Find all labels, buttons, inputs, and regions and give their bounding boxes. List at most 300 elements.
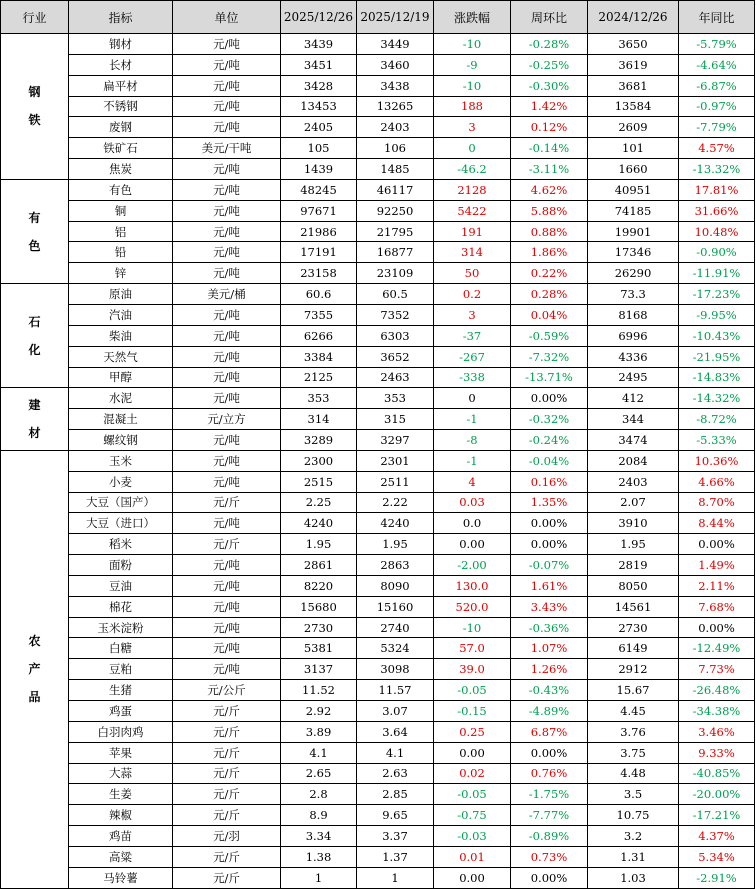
prior-week-value-cell: 3.37	[357, 826, 434, 847]
prior-year-value-cell: 1.31	[588, 846, 679, 867]
week-over-week-cell: 0.00%	[511, 867, 588, 888]
year-over-year-cell: -21.95%	[679, 346, 755, 367]
prior-week-value-cell: 4240	[357, 513, 434, 534]
indicator-cell: 豆粕	[69, 659, 173, 680]
table-row	[1, 826, 755, 847]
prior-week-value-cell: 3.07	[357, 701, 434, 722]
change-cell: 0	[434, 388, 511, 409]
change-cell: 191	[434, 221, 511, 242]
table-row	[1, 242, 755, 263]
unit-cell: 元/吨	[173, 54, 281, 75]
industry-cell: 农 产 品	[1, 450, 69, 888]
prior-year-value-cell: 19901	[588, 221, 679, 242]
indicator-cell: 铁矿石	[69, 138, 173, 159]
table-row	[1, 638, 755, 659]
change-cell: -8	[434, 430, 511, 451]
indicator-cell: 玉米	[69, 450, 173, 471]
indicator-cell: 小麦	[69, 471, 173, 492]
prior-week-value-cell: 2.22	[357, 492, 434, 513]
current-value-cell: 3289	[281, 430, 357, 451]
prior-week-value-cell: 2740	[357, 617, 434, 638]
week-over-week-cell: -4.89%	[511, 701, 588, 722]
table-row	[1, 304, 755, 325]
week-over-week-cell: -7.32%	[511, 346, 588, 367]
year-over-year-cell: -6.87%	[679, 75, 755, 96]
prior-week-value-cell: 353	[357, 388, 434, 409]
year-over-year-cell: 5.34%	[679, 846, 755, 867]
unit-cell: 元/吨	[173, 159, 281, 180]
indicator-cell: 混凝土	[69, 409, 173, 430]
indicator-cell: 辣椒	[69, 805, 173, 826]
year-over-year-cell: 2.11%	[679, 575, 755, 596]
change-cell: -10	[434, 75, 511, 96]
unit-cell: 元/斤	[173, 701, 281, 722]
table-row	[1, 659, 755, 680]
table-row	[1, 54, 755, 75]
change-cell: 2128	[434, 179, 511, 200]
change-cell: -338	[434, 367, 511, 388]
indicator-cell: 柴油	[69, 325, 173, 346]
current-value-cell: 2405	[281, 117, 357, 138]
change-cell: 0.00	[434, 742, 511, 763]
week-over-week-cell: -0.25%	[511, 54, 588, 75]
unit-cell: 元/吨	[173, 430, 281, 451]
table-row	[1, 200, 755, 221]
year-over-year-cell: -8.72%	[679, 409, 755, 430]
year-over-year-cell: 7.68%	[679, 596, 755, 617]
header-prior-year-date: 2024/12/26	[588, 1, 679, 34]
current-value-cell: 2.25	[281, 492, 357, 513]
industry-cell: 钢 铁	[1, 34, 69, 180]
prior-year-value-cell: 13584	[588, 96, 679, 117]
prior-week-value-cell: 46117	[357, 179, 434, 200]
week-over-week-cell: 0.73%	[511, 846, 588, 867]
unit-cell: 元/斤	[173, 721, 281, 742]
prior-year-value-cell: 3910	[588, 513, 679, 534]
unit-cell: 元/斤	[173, 867, 281, 888]
year-over-year-cell: -11.91%	[679, 263, 755, 284]
indicator-cell: 锌	[69, 263, 173, 284]
year-over-year-cell: 9.33%	[679, 742, 755, 763]
week-over-week-cell: -0.24%	[511, 430, 588, 451]
indicator-cell: 白糖	[69, 638, 173, 659]
current-value-cell: 353	[281, 388, 357, 409]
industry-cell: 有 色	[1, 179, 69, 283]
table-row	[1, 409, 755, 430]
week-over-week-cell: -0.32%	[511, 409, 588, 430]
indicator-cell: 汽油	[69, 304, 173, 325]
change-cell: 57.0	[434, 638, 511, 659]
indicator-cell: 面粉	[69, 555, 173, 576]
table-body	[1, 34, 755, 889]
unit-cell: 元/吨	[173, 325, 281, 346]
prior-week-value-cell: 8090	[357, 575, 434, 596]
current-value-cell: 15680	[281, 596, 357, 617]
prior-year-value-cell: 74185	[588, 200, 679, 221]
table-row	[1, 742, 755, 763]
indicator-cell: 铜	[69, 200, 173, 221]
unit-cell: 元/斤	[173, 805, 281, 826]
table-row	[1, 555, 755, 576]
indicator-cell: 大豆（进口）	[69, 513, 173, 534]
current-value-cell: 3.89	[281, 721, 357, 742]
table-row	[1, 346, 755, 367]
table-row	[1, 471, 755, 492]
indicator-cell: 有色	[69, 179, 173, 200]
prior-year-value-cell: 1.03	[588, 867, 679, 888]
unit-cell: 元/吨	[173, 96, 281, 117]
current-value-cell: 23158	[281, 263, 357, 284]
prior-year-value-cell: 2730	[588, 617, 679, 638]
table-row	[1, 179, 755, 200]
current-value-cell: 2300	[281, 450, 357, 471]
year-over-year-cell: 0.00%	[679, 617, 755, 638]
unit-cell: 元/吨	[173, 242, 281, 263]
indicator-cell: 扁平材	[69, 75, 173, 96]
prior-week-value-cell: 3098	[357, 659, 434, 680]
indicator-cell: 天然气	[69, 346, 173, 367]
year-over-year-cell: 0.00%	[679, 534, 755, 555]
prior-week-value-cell: 106	[357, 138, 434, 159]
header-unit: 单位	[173, 1, 281, 34]
prior-week-value-cell: 3460	[357, 54, 434, 75]
prior-year-value-cell: 6996	[588, 325, 679, 346]
prior-year-value-cell: 2912	[588, 659, 679, 680]
current-value-cell: 2.65	[281, 763, 357, 784]
unit-cell: 元/吨	[173, 221, 281, 242]
prior-week-value-cell: 1485	[357, 159, 434, 180]
header-row	[1, 1, 755, 34]
table-row	[1, 388, 755, 409]
week-over-week-cell: -1.75%	[511, 784, 588, 805]
unit-cell: 元/吨	[173, 304, 281, 325]
prior-year-value-cell: 2495	[588, 367, 679, 388]
indicator-cell: 玉米淀粉	[69, 617, 173, 638]
prior-year-value-cell: 3619	[588, 54, 679, 75]
current-value-cell: 48245	[281, 179, 357, 200]
prior-year-value-cell: 3474	[588, 430, 679, 451]
change-cell: 314	[434, 242, 511, 263]
year-over-year-cell: -10.43%	[679, 325, 755, 346]
current-value-cell: 2125	[281, 367, 357, 388]
current-value-cell: 1	[281, 867, 357, 888]
unit-cell: 元/吨	[173, 263, 281, 284]
year-over-year-cell: 4.57%	[679, 138, 755, 159]
unit-cell: 元/吨	[173, 596, 281, 617]
year-over-year-cell: 8.70%	[679, 492, 755, 513]
change-cell: 0.00	[434, 867, 511, 888]
current-value-cell: 3137	[281, 659, 357, 680]
prior-week-value-cell: 2301	[357, 450, 434, 471]
unit-cell: 元/吨	[173, 75, 281, 96]
unit-cell: 元/吨	[173, 367, 281, 388]
week-over-week-cell: 1.07%	[511, 638, 588, 659]
change-cell: -46.2	[434, 159, 511, 180]
week-over-week-cell: -0.30%	[511, 75, 588, 96]
prior-year-value-cell: 10.75	[588, 805, 679, 826]
prior-week-value-cell: 2.63	[357, 763, 434, 784]
prior-week-value-cell: 23109	[357, 263, 434, 284]
change-cell: 0.2	[434, 284, 511, 305]
indicator-cell: 钢材	[69, 34, 173, 55]
change-cell: 0.00	[434, 534, 511, 555]
week-over-week-cell: -0.43%	[511, 680, 588, 701]
year-over-year-cell: -14.83%	[679, 367, 755, 388]
current-value-cell: 97671	[281, 200, 357, 221]
prior-week-value-cell: 3.64	[357, 721, 434, 742]
unit-cell: 元/吨	[173, 617, 281, 638]
current-value-cell: 105	[281, 138, 357, 159]
year-over-year-cell: -34.38%	[679, 701, 755, 722]
prior-week-value-cell: 60.5	[357, 284, 434, 305]
current-value-cell: 4240	[281, 513, 357, 534]
header-prior-week-date: 2025/12/19	[357, 1, 434, 34]
week-over-week-cell: 1.86%	[511, 242, 588, 263]
prior-week-value-cell: 1.37	[357, 846, 434, 867]
prior-year-value-cell: 101	[588, 138, 679, 159]
week-over-week-cell: 0.04%	[511, 304, 588, 325]
unit-cell: 元/吨	[173, 638, 281, 659]
indicator-cell: 废钢	[69, 117, 173, 138]
table-row	[1, 367, 755, 388]
prior-year-value-cell: 26290	[588, 263, 679, 284]
current-value-cell: 3439	[281, 34, 357, 55]
unit-cell: 元/公斤	[173, 680, 281, 701]
prior-week-value-cell: 3438	[357, 75, 434, 96]
current-value-cell: 13453	[281, 96, 357, 117]
week-over-week-cell: -3.11%	[511, 159, 588, 180]
week-over-week-cell: 5.88%	[511, 200, 588, 221]
change-cell: -10	[434, 617, 511, 638]
current-value-cell: 8.9	[281, 805, 357, 826]
prior-year-value-cell: 412	[588, 388, 679, 409]
indicator-cell: 原油	[69, 284, 173, 305]
prior-week-value-cell: 3297	[357, 430, 434, 451]
week-over-week-cell: -7.77%	[511, 805, 588, 826]
change-cell: -0.03	[434, 826, 511, 847]
table-row	[1, 34, 755, 55]
week-over-week-cell: 1.61%	[511, 575, 588, 596]
change-cell: -10	[434, 34, 511, 55]
year-over-year-cell: 31.66%	[679, 200, 755, 221]
current-value-cell: 3428	[281, 75, 357, 96]
week-over-week-cell: 1.26%	[511, 659, 588, 680]
year-over-year-cell: 1.49%	[679, 555, 755, 576]
header-year-over-year: 年同比	[679, 1, 755, 34]
week-over-week-cell: -13.71%	[511, 367, 588, 388]
indicator-cell: 铅	[69, 242, 173, 263]
year-over-year-cell: -4.64%	[679, 54, 755, 75]
indicator-cell: 铝	[69, 221, 173, 242]
current-value-cell: 7355	[281, 304, 357, 325]
indicator-cell: 大蒜	[69, 763, 173, 784]
prior-week-value-cell: 11.57	[357, 680, 434, 701]
current-value-cell: 6266	[281, 325, 357, 346]
table-row	[1, 159, 755, 180]
prior-year-value-cell: 1.95	[588, 534, 679, 555]
industry-cell: 建 材	[1, 388, 69, 451]
table-row	[1, 430, 755, 451]
unit-cell: 元/吨	[173, 346, 281, 367]
indicator-cell: 稻米	[69, 534, 173, 555]
unit-cell: 元/吨	[173, 388, 281, 409]
header-week-over-week: 周环比	[511, 1, 588, 34]
prior-year-value-cell: 3.75	[588, 742, 679, 763]
week-over-week-cell: -0.59%	[511, 325, 588, 346]
year-over-year-cell: -5.33%	[679, 430, 755, 451]
indicator-cell: 焦炭	[69, 159, 173, 180]
unit-cell: 元/立方	[173, 409, 281, 430]
change-cell: 0.01	[434, 846, 511, 867]
prior-year-value-cell: 6149	[588, 638, 679, 659]
year-over-year-cell: -40.85%	[679, 763, 755, 784]
prior-year-value-cell: 3.5	[588, 784, 679, 805]
week-over-week-cell: 3.43%	[511, 596, 588, 617]
current-value-cell: 21986	[281, 221, 357, 242]
current-value-cell: 2.92	[281, 701, 357, 722]
prior-week-value-cell: 2.85	[357, 784, 434, 805]
year-over-year-cell: -0.90%	[679, 242, 755, 263]
year-over-year-cell: -2.91%	[679, 867, 755, 888]
year-over-year-cell: 4.37%	[679, 826, 755, 847]
current-value-cell: 2515	[281, 471, 357, 492]
change-cell: -9	[434, 54, 511, 75]
week-over-week-cell: 1.35%	[511, 492, 588, 513]
prior-year-value-cell: 8168	[588, 304, 679, 325]
header-change: 涨跌幅	[434, 1, 511, 34]
unit-cell: 元/吨	[173, 555, 281, 576]
table-row	[1, 492, 755, 513]
week-over-week-cell: -0.36%	[511, 617, 588, 638]
current-value-cell: 1439	[281, 159, 357, 180]
change-cell: 0.25	[434, 721, 511, 742]
prior-year-value-cell: 4.48	[588, 763, 679, 784]
change-cell: -0.75	[434, 805, 511, 826]
change-cell: 0	[434, 138, 511, 159]
prior-week-value-cell: 9.65	[357, 805, 434, 826]
prior-week-value-cell: 1	[357, 867, 434, 888]
indicator-cell: 马铃薯	[69, 867, 173, 888]
change-cell: 0.03	[434, 492, 511, 513]
change-cell: 3	[434, 117, 511, 138]
unit-cell: 元/羽	[173, 826, 281, 847]
table-row	[1, 784, 755, 805]
change-cell: 520.0	[434, 596, 511, 617]
year-over-year-cell: -7.79%	[679, 117, 755, 138]
table-row	[1, 138, 755, 159]
indicator-cell: 白羽肉鸡	[69, 721, 173, 742]
year-over-year-cell: 17.81%	[679, 179, 755, 200]
prior-week-value-cell: 2511	[357, 471, 434, 492]
prior-year-value-cell: 15.67	[588, 680, 679, 701]
year-over-year-cell: -17.23%	[679, 284, 755, 305]
change-cell: 39.0	[434, 659, 511, 680]
year-over-year-cell: 8.44%	[679, 513, 755, 534]
unit-cell: 元/吨	[173, 200, 281, 221]
prior-year-value-cell: 3.2	[588, 826, 679, 847]
table-row	[1, 96, 755, 117]
indicator-cell: 生猪	[69, 680, 173, 701]
table-row	[1, 805, 755, 826]
table-row	[1, 263, 755, 284]
week-over-week-cell: 6.87%	[511, 721, 588, 742]
header-indicator: 指标	[69, 1, 173, 34]
change-cell: 50	[434, 263, 511, 284]
change-cell: -1	[434, 450, 511, 471]
unit-cell: 元/斤	[173, 534, 281, 555]
change-cell: -0.05	[434, 680, 511, 701]
change-cell: -0.05	[434, 784, 511, 805]
prior-week-value-cell: 3449	[357, 34, 434, 55]
indicator-cell: 鸡苗	[69, 826, 173, 847]
indicator-cell: 鸡蛋	[69, 701, 173, 722]
table-row	[1, 763, 755, 784]
change-cell: -37	[434, 325, 511, 346]
current-value-cell: 5381	[281, 638, 357, 659]
change-cell: 0.02	[434, 763, 511, 784]
change-cell: 130.0	[434, 575, 511, 596]
header-industry: 行业	[1, 1, 69, 34]
year-over-year-cell: -5.79%	[679, 34, 755, 55]
prior-week-value-cell: 21795	[357, 221, 434, 242]
indicator-cell: 甲醇	[69, 367, 173, 388]
year-over-year-cell: 3.46%	[679, 721, 755, 742]
table-row	[1, 846, 755, 867]
unit-cell: 元/斤	[173, 492, 281, 513]
change-cell: -267	[434, 346, 511, 367]
change-cell: -2.00	[434, 555, 511, 576]
current-value-cell: 17191	[281, 242, 357, 263]
prior-year-value-cell: 344	[588, 409, 679, 430]
week-over-week-cell: -0.07%	[511, 555, 588, 576]
year-over-year-cell: -20.00%	[679, 784, 755, 805]
indicator-cell: 高粱	[69, 846, 173, 867]
industry-cell: 石 化	[1, 284, 69, 388]
prior-week-value-cell: 92250	[357, 200, 434, 221]
indicator-cell: 苹果	[69, 742, 173, 763]
indicator-cell: 不锈钢	[69, 96, 173, 117]
unit-cell: 元/吨	[173, 179, 281, 200]
prior-year-value-cell: 2819	[588, 555, 679, 576]
indicator-cell: 生姜	[69, 784, 173, 805]
year-over-year-cell: 10.36%	[679, 450, 755, 471]
year-over-year-cell: -9.95%	[679, 304, 755, 325]
prior-week-value-cell: 2403	[357, 117, 434, 138]
prior-week-value-cell: 6303	[357, 325, 434, 346]
table-row	[1, 575, 755, 596]
prior-week-value-cell: 15160	[357, 596, 434, 617]
table-row	[1, 596, 755, 617]
prior-year-value-cell: 40951	[588, 179, 679, 200]
week-over-week-cell: 0.88%	[511, 221, 588, 242]
prior-year-value-cell: 4336	[588, 346, 679, 367]
prior-week-value-cell: 4.1	[357, 742, 434, 763]
week-over-week-cell: 0.00%	[511, 742, 588, 763]
current-value-cell: 8220	[281, 575, 357, 596]
unit-cell: 美元/干吨	[173, 138, 281, 159]
indicator-cell: 豆油	[69, 575, 173, 596]
week-over-week-cell: 0.12%	[511, 117, 588, 138]
week-over-week-cell: 4.62%	[511, 179, 588, 200]
prior-year-value-cell: 3.76	[588, 721, 679, 742]
prior-week-value-cell: 13265	[357, 96, 434, 117]
prior-year-value-cell: 2403	[588, 471, 679, 492]
prior-year-value-cell: 8050	[588, 575, 679, 596]
current-value-cell: 1.38	[281, 846, 357, 867]
year-over-year-cell: 4.66%	[679, 471, 755, 492]
prior-week-value-cell: 2463	[357, 367, 434, 388]
unit-cell: 元/吨	[173, 659, 281, 680]
